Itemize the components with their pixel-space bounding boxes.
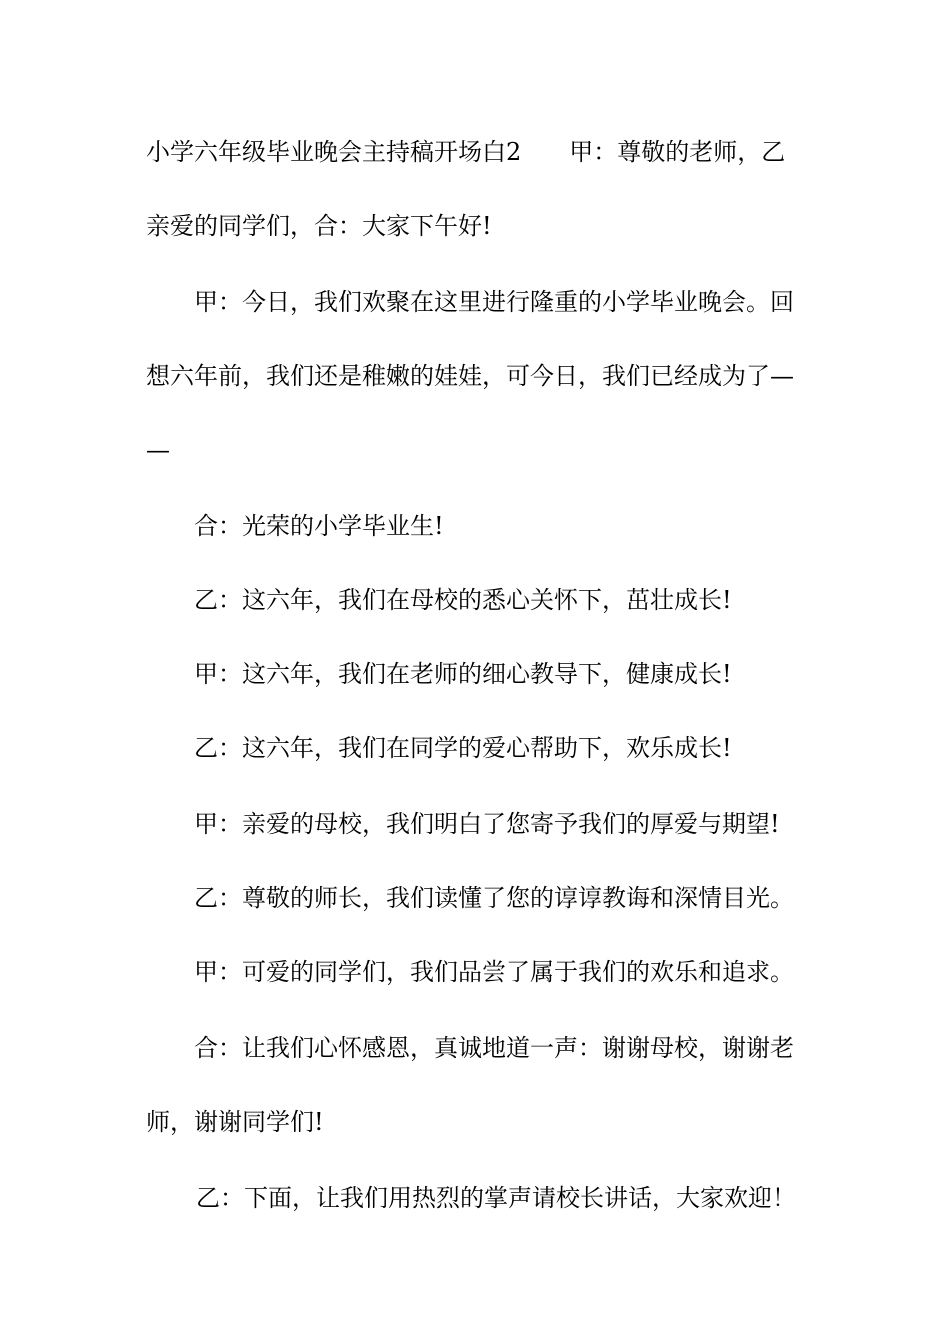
- paragraph-line: —: [146, 436, 170, 464]
- paragraph-line: 甲：可爱的同学们，我们品尝了属于我们的欢乐和追求。: [194, 958, 794, 986]
- paragraph-line: 合：光荣的小学毕业生!: [194, 512, 444, 540]
- paragraph-line: 乙：尊敬的师长，我们读懂了您的谆谆教诲和深情目光。: [194, 884, 794, 912]
- paragraph-line: 亲爱的同学们，合：大家下午好!: [146, 212, 492, 240]
- paragraph-line: 合：让我们心怀感恩，真诚地道一声：谢谢母校，谢谢老: [194, 1034, 794, 1062]
- paragraph-line: 乙：下面，让我们用热烈的掌声请校长讲话，大家欢迎！: [196, 1184, 796, 1212]
- opening-line-start: 甲：尊敬的老师，乙: [569, 138, 786, 166]
- document-title-line: [146, 134, 816, 170]
- document-title: 小学六年级毕业晚会主持稿开场白2: [146, 138, 522, 166]
- paragraph-line: 乙：这六年，我们在母校的悉心关怀下，茁壮成长!: [194, 586, 732, 614]
- paragraph-line: 甲：亲爱的母校，我们明白了您寄予我们的厚爱与期望!: [194, 810, 780, 838]
- paragraph-line: 想六年前，我们还是稚嫩的娃娃，可今日，我们已经成为了—: [146, 362, 794, 390]
- paragraph-line: 甲：这六年，我们在老师的细心教导下，健康成长!: [194, 660, 732, 688]
- paragraph-line: 甲：今日，我们欢聚在这里进行隆重的小学毕业晚会。回: [194, 288, 794, 316]
- paragraph-line: 师，谢谢同学们!: [146, 1108, 324, 1136]
- paragraph-line: 乙：这六年，我们在同学的爱心帮助下，欢乐成长!: [194, 734, 732, 762]
